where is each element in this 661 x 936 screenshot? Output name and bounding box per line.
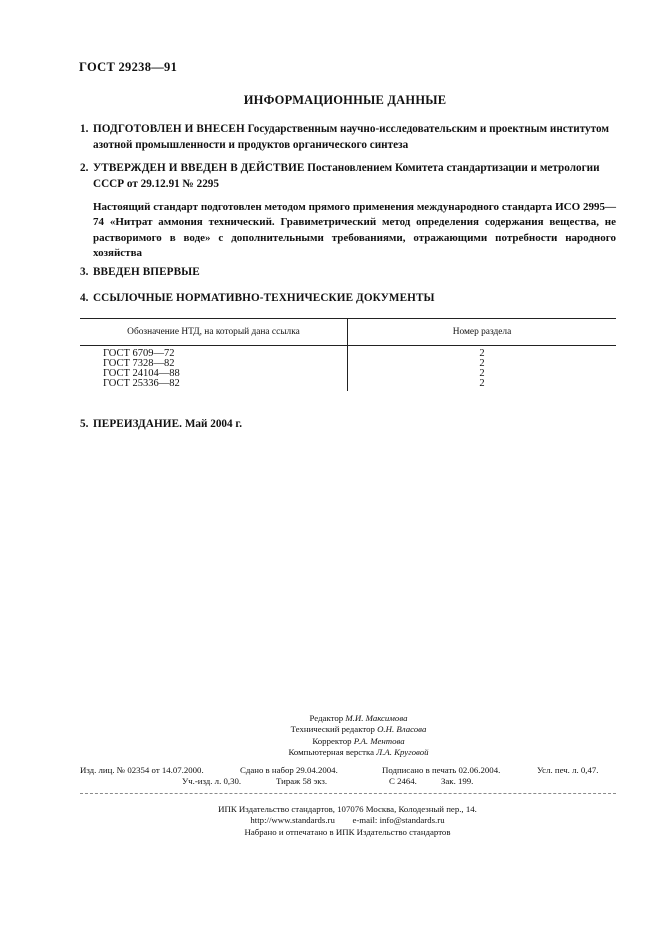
section-text: Май 2004 г. <box>184 418 243 430</box>
email-address: e-mail: info@standards.ru <box>352 815 445 826</box>
section-text: Постановлением Комитета стандартизации и метрологии <box>307 162 600 174</box>
layout-label: Компьютерная верстка <box>288 746 375 757</box>
pub-sheets: Уч.-изд. л. 0,30. <box>182 776 242 786</box>
tech-editor-label: Технический редактор <box>290 724 375 735</box>
reference-table <box>80 318 616 391</box>
table-header-row <box>80 319 616 346</box>
section-cell: 2 <box>479 348 485 359</box>
editor-label: Редактор <box>309 713 344 723</box>
document-cell: ГОСТ 7328—82 <box>80 359 348 369</box>
publisher-address: ИПК Издательство стандартов, 107076 Москва, Колодезный пер., 14. <box>218 804 477 814</box>
section-heading: ПОДГОТОВЛЕН И ВНЕСЕН <box>93 123 245 135</box>
section-1 <box>80 121 616 153</box>
contacts-line <box>0 815 661 826</box>
section-cell: 2 <box>479 378 485 389</box>
licence: Изд. лиц. № 02354 от 14.07.2000. <box>80 765 204 775</box>
tech-editor-name: О.Н. Власова <box>377 724 427 735</box>
corrector-label: Корректор <box>312 735 352 746</box>
c-number: С 2464. <box>389 776 417 786</box>
section-number: 3. <box>80 266 89 278</box>
section-cell: 2 <box>479 368 485 379</box>
section-heading: ВВЕДЕН ВПЕРВЫЕ <box>93 266 200 278</box>
section-4 <box>80 290 616 306</box>
table-row <box>80 346 616 360</box>
document-cell: ГОСТ 24104—88 <box>80 369 348 379</box>
editor-name: М.И. Максимова <box>345 713 408 723</box>
section-heading: ССЫЛОЧНЫЕ НОРМАТИВНО-ТЕХНИЧЕСКИЕ ДОКУМЕНТЫ <box>93 292 435 304</box>
printed-note: Набрано и отпечатано в ИПК Издательство стандартов <box>244 826 451 837</box>
column-header-document: Обозначение НТД, на который дана ссылка <box>80 319 348 346</box>
section-cell: 2 <box>479 358 485 369</box>
section-text: Государственным научно-исследовательским и проектным институтом <box>247 123 609 135</box>
standard-description: Настоящий стандарт подготовлен методом прямого применения международного стандарта ИСО 2995—74 «Нитрат аммония технический. Гравиметрический метод определения содержания вещества, не растворимого в воде» с дополнительными требованиями, отражающими потребности народного хозяйства <box>93 201 616 259</box>
section-heading: ПЕРЕИЗДАНИЕ. <box>93 418 183 430</box>
section-heading: УТВЕРЖДЕН И ВВЕДЕН В ДЕЙСТВИЕ <box>93 162 305 174</box>
publisher-footer <box>0 804 661 838</box>
column-header-section: Номер раздела <box>348 319 617 346</box>
table-row <box>80 379 616 391</box>
section-text-continued: СССР от 29.12.91 № 2295 <box>93 178 219 190</box>
editor-line <box>0 713 661 724</box>
document-cell: ГОСТ 25336—82 <box>80 379 348 391</box>
tech-editor-line <box>0 724 661 735</box>
editorial-credits <box>0 713 661 758</box>
submitted-date: Сдано в набор 29.04.2004. <box>240 765 338 775</box>
section-5 <box>80 416 616 432</box>
corrector-name: Р.А. Ментова <box>353 735 405 746</box>
website-link: http://www.standards.ru <box>250 815 335 826</box>
document-code: ГОСТ 29238—91 <box>79 60 178 74</box>
section-number: 4. <box>80 292 89 304</box>
section-text-continued: азотной промышленности и продуктов органического синтеза <box>93 139 409 151</box>
print-sheets: Усл. печ. л. 0,47. <box>537 765 599 775</box>
corrector-line <box>0 736 661 747</box>
page-title: ИНФОРМАЦИОННЫЕ ДАННЫЕ <box>243 93 447 107</box>
divider <box>80 793 616 794</box>
order-number: Зак. 199. <box>441 776 474 786</box>
document-cell: ГОСТ 6709—72 <box>80 346 348 360</box>
section-2 <box>80 160 616 192</box>
layout-name: Л.А. Круговой <box>376 746 429 757</box>
section-number: 1. <box>80 123 89 135</box>
section-number: 5. <box>80 418 89 430</box>
section-number: 2. <box>80 162 89 174</box>
circulation: Тираж 58 экз. <box>276 776 328 786</box>
signed-date: Подписано в печать 02.06.2004. <box>382 765 501 775</box>
section-3 <box>80 264 616 280</box>
layout-line <box>0 747 661 758</box>
